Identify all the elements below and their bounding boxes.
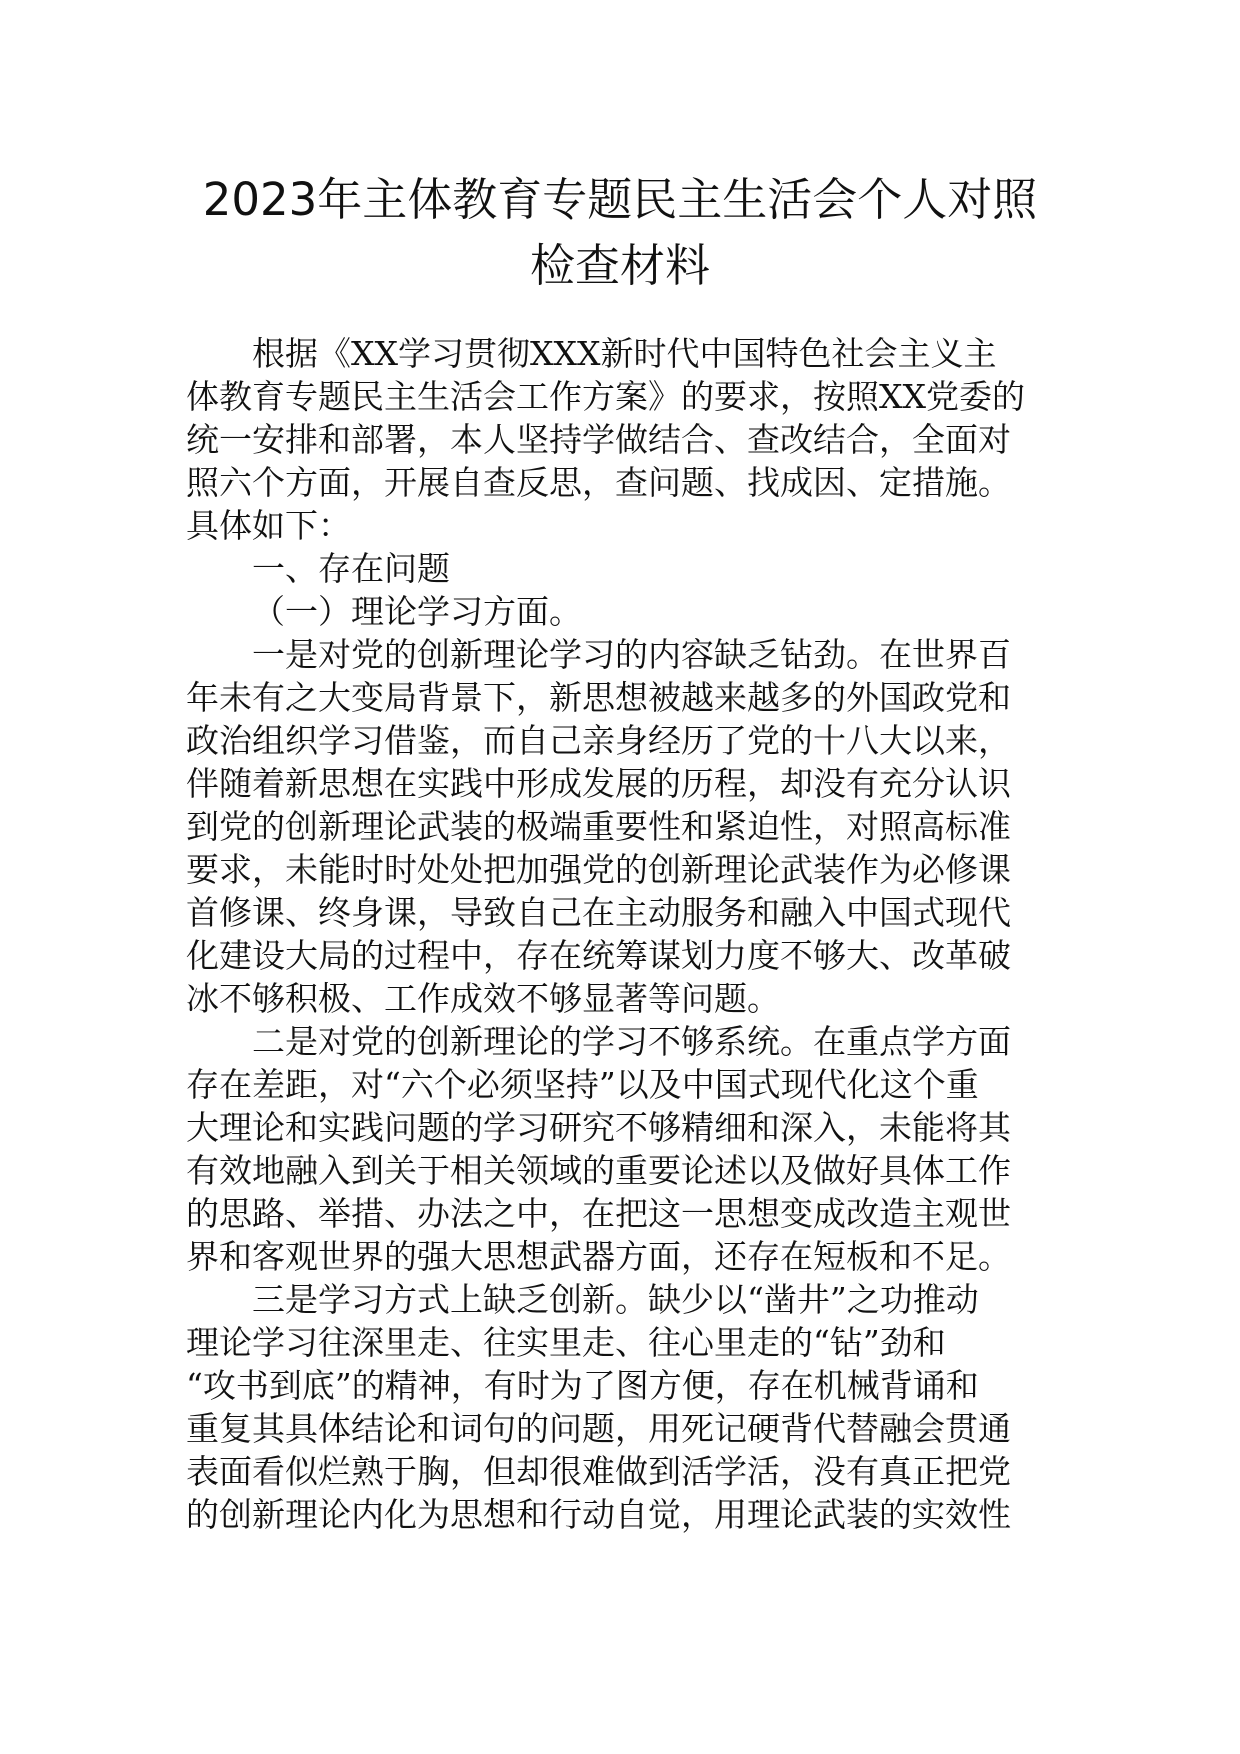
section-heading	[186, 547, 1056, 590]
text-line: 到党的创新理论武装的极端重要性和紧迫性，对照高标准	[186, 807, 1011, 846]
text-line: 三是学习方式上缺乏创新。缺少以“凿井”之功推动	[252, 1280, 979, 1319]
text-line: 的思路、举措、办法之中，在把这一思想变成改造主观世	[186, 1194, 1011, 1233]
point-paragraph-2	[186, 1020, 1056, 1278]
text-line: 理论学习往深里走、往实里走、往心里走的“钻”劲和	[186, 1323, 946, 1362]
text-line: 年未有之大变局背景下，新思想被越来越多的外国政党和	[186, 678, 1011, 717]
text-line: 表面看似烂熟于胸，但却很难做到活学活，没有真正把党	[186, 1452, 1011, 1491]
text-line: “攻书到底”的精神，有时为了图方便，存在机械背诵和	[186, 1366, 979, 1405]
text-line: 界和客观世界的强大思想武器方面，还存在短板和不足。	[186, 1237, 1011, 1276]
text-line: 重复其具体结论和词句的问题，用死记硬背代替融会贯通	[186, 1409, 1011, 1448]
document-body	[186, 332, 1056, 1536]
text-line: 有效地融入到关于相关领域的重要论述以及做好具体工作	[186, 1151, 1011, 1190]
text-line: 冰不够积极、工作成效不够显著等问题。	[186, 979, 780, 1018]
text-line: 化建设大局的过程中，存在统筹谋划力度不够大、改革破	[186, 936, 1011, 975]
text-line: 统一安排和部署，本人坚持学做结合、查改结合，全面对	[186, 420, 1011, 459]
text-line: 伴随着新思想在实践中形成发展的历程，却没有充分认识	[186, 764, 1011, 803]
text-line: 二是对党的创新理论的学习不够系统。在重点学方面	[252, 1022, 1011, 1061]
text-line: 大理论和实践问题的学习研究不够精细和深入，未能将其	[186, 1108, 1011, 1147]
text-line: 具体如下：	[186, 506, 351, 545]
text-line: 体教育专题民主生活会工作方案》的要求，按照XX党委的	[186, 377, 1025, 416]
document-title-line-2: 检查材料	[529, 239, 710, 292]
point-paragraph-3	[186, 1278, 1056, 1536]
text-line: 要求，未能时时处处把加强党的创新理论武装作为必修课	[186, 850, 1011, 889]
point-paragraph-1	[186, 633, 1056, 1020]
text-line: 存在差距，对“六个必须坚持”以及中国式现代化这个重	[186, 1065, 979, 1104]
text-line: 政治组织学习借鉴，而自己亲身经历了党的十八大以来，	[186, 721, 1011, 760]
text-line: 首修课、终身课，导致自己在主动服务和融入中国式现代	[186, 893, 1011, 932]
subsection-heading-text: （一）理论学习方面。	[252, 592, 582, 631]
text-line: 根据《XX学习贯彻XXX新时代中国特色社会主义主	[252, 334, 997, 373]
intro-paragraph	[186, 332, 1056, 547]
text-line: 照六个方面，开展自查反思，查问题、找成因、定措施。	[186, 463, 1011, 502]
document-title-line-1: 2023年主体教育专题民主生活会个人对照	[202, 173, 1038, 226]
section-heading-text: 一、存在问题	[252, 549, 450, 588]
subsection-heading	[186, 590, 1056, 633]
text-line: 一是对党的创新理论学习的内容缺乏钻劲。在世界百	[252, 635, 1011, 674]
text-line: 的创新理论内化为思想和行动自觉，用理论武装的实效性	[186, 1495, 1011, 1534]
